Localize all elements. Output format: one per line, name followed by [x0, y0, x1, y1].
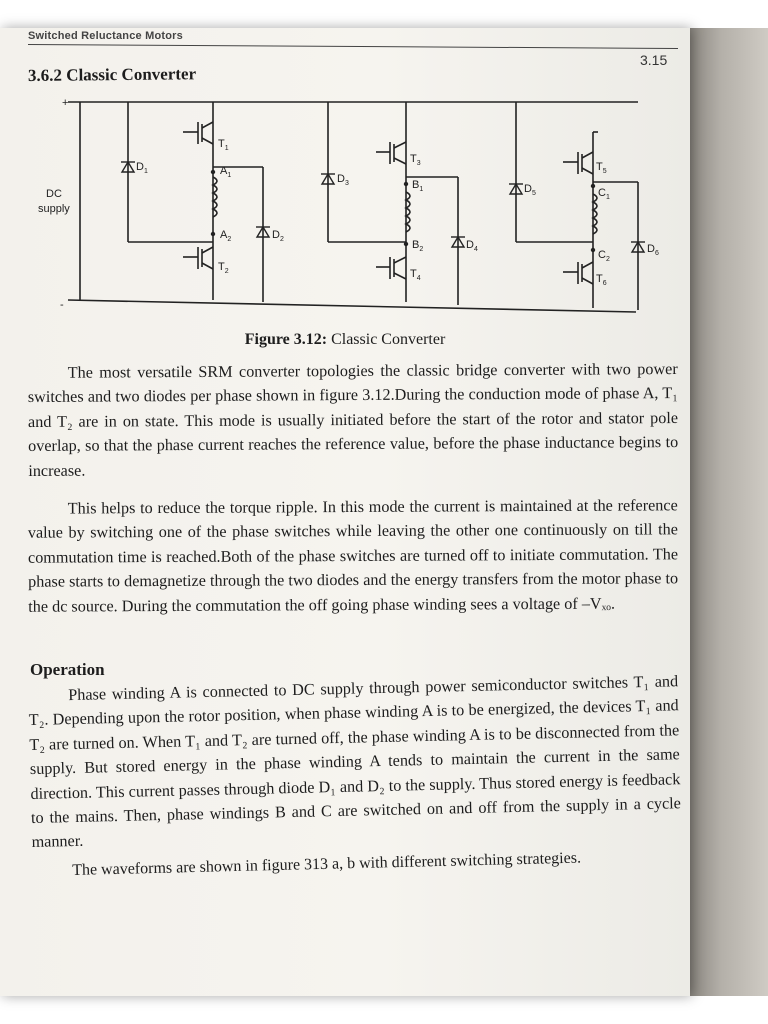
- figure-label: Figure 3.12:: [244, 331, 328, 348]
- plus-sign: +: [62, 97, 69, 109]
- label-c1: $C_1$: [598, 187, 610, 201]
- negative-rail: [68, 300, 636, 312]
- minus-sign: -: [60, 299, 64, 311]
- section-title: 3.6.2 Classic Converter: [27, 64, 197, 85]
- label-t2: $T_2$: [218, 261, 229, 275]
- label-t5: $T_5$: [596, 161, 607, 175]
- label-t1: $T_1$: [218, 138, 229, 152]
- operation-heading: Operation: [30, 660, 105, 679]
- figure-caption-text: Classic Converter: [331, 331, 446, 348]
- label-d6: $D_6$: [647, 243, 659, 257]
- paragraph-4: The waveforms are shown in figure 313 a, b with different switching strategies.: [72, 849, 582, 879]
- paragraph-1: The most versatile SRM converter topologies the classic bridge converter with two power switches and two diodes per phase shown in figure 3.12.During the conduction mode of phase A, T₁ and T₂ are in on state. This mode is usually initiated before the start of the rotor and stator pole overlap, so that the phase current reaches the reference value, before the phase inductance begins to increase.: [27, 360, 679, 480]
- book-gutter: [690, 28, 768, 996]
- label-b1: $B_1$: [412, 179, 424, 193]
- figure-caption: [0, 331, 690, 349]
- label-c2: $C_2$: [598, 249, 610, 263]
- label-t4: $T_4$: [410, 268, 421, 282]
- dc-label: DC: [46, 188, 62, 200]
- paragraph-2: This helps to reduce the torque ripple. In this mode the current is maintained at the reference value by switching one of the phase switches while leaving the other one continuously on till the commutation time is reached.Both of the phase switches are turned off to initiate commutation. The phase starts to demagnetize through the two diodes and the energy transfers from the motor phase to the dc source. During the commutation the off going phase winding sees a voltage of –Vₓₒ.: [27, 496, 679, 616]
- label-a2: $A_2$: [220, 229, 232, 243]
- label-d2: $D_2$: [272, 229, 284, 243]
- running-head: Switched Reluctance Motors: [28, 30, 183, 42]
- label-d4: $D_4$: [466, 239, 478, 253]
- label-t6: $T_6$: [596, 273, 607, 287]
- label-d5: $D_5$: [524, 183, 536, 197]
- label-d3: $D_3$: [337, 173, 349, 187]
- page-number: 3.15: [640, 52, 668, 68]
- label-t3: $T_3$: [410, 153, 421, 167]
- paragraph-3: Phase winding A is connected to DC supply through power semiconductor switches T₁ and T₂. Depending upon the rotor position, when phase winding A is to be energized, the devices T₁ and T₂ are turned on. When T₁ and T₂ are turned off, the phase winding A is to be disconnected from the supply. But stored energy in the phase winding A tends to maintain the current in the same direction. This current passes through diode D₁ and D₂ to the supply. Thus stored energy is feedback to the mains. Then, phase windings B and C are switched on and off from the supply in a cycle manner.: [28, 672, 682, 852]
- label-d1: $D_1$: [136, 161, 148, 175]
- label-a1: $A_1$: [220, 165, 232, 179]
- classic-converter-circuit: [28, 92, 678, 320]
- supply-label: supply: [38, 203, 70, 215]
- label-b2: $B_2$: [412, 239, 424, 253]
